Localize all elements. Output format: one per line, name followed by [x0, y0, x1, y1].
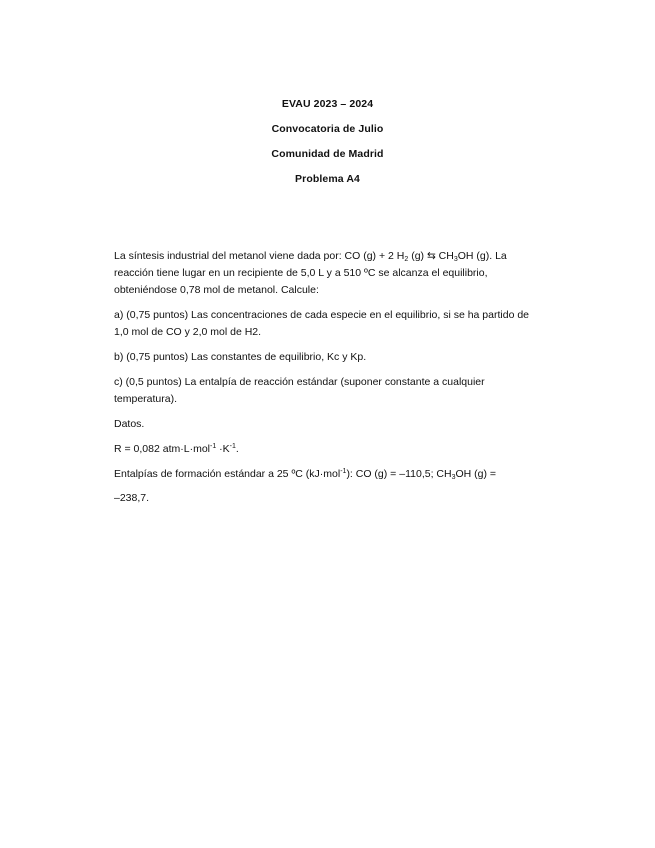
exam-session: Convocatoria de Julio: [271, 123, 384, 135]
gas-constant-text: ·K: [216, 443, 230, 455]
statement-text: (g) ⇆ CH: [408, 250, 454, 262]
enthalpy-text: OH (g) =: [455, 468, 497, 480]
question-b: b) (0,75 puntos) Las constantes de equilibrio, Kc y Kp.: [114, 351, 367, 363]
exam-title: EVAU 2023 – 2024: [281, 98, 374, 110]
gas-constant-text: .: [235, 443, 239, 455]
enthalpy-text: Entalpías de formación estándar a 25 ºC (kJ·mol: [114, 468, 341, 480]
data-title: Datos.: [114, 418, 145, 430]
problem-statement: [114, 248, 544, 299]
enthalpy-text: ): CO (g) = –110,5; CH: [346, 468, 452, 480]
gas-constant-text: R = 0,082 atm·L·mol: [114, 443, 210, 455]
methanol-enthalpy-value: –238,7.: [114, 492, 150, 504]
question-c: c) (0,5 puntos) La entalpía de reacción estándar (suponer constante a cualquier temperatura).: [114, 376, 485, 405]
superscript: -1: [229, 443, 236, 450]
exam-header: [0, 98, 655, 198]
subscript: 3: [453, 256, 458, 263]
statement-text: La síntesis industrial del metanol viene dada por: CO (g) + 2 H: [114, 250, 405, 262]
problem-body: [114, 248, 544, 515]
problem-label: Problema A4: [295, 173, 360, 185]
statement-text: OH (g). La reacción tiene lugar en un recipiente de 5,0 L y a 510 ºC se alcanza el equilibrio, obteniéndose 0,78 mol de metanol. Calcule:: [114, 250, 507, 296]
question-a: a) (0,75 puntos) Las concentraciones de cada especie en el equilibrio, si se ha partido de 1,0 mol de CO y 2,0 mol de H2.: [114, 309, 530, 338]
superscript: -1: [340, 468, 347, 475]
exam-region: Comunidad de Madrid: [271, 148, 384, 160]
formation-enthalpies: [114, 466, 544, 483]
gas-constant: [114, 441, 544, 458]
subscript: 3: [451, 474, 456, 481]
superscript: -1: [210, 443, 217, 450]
subscript: 2: [404, 256, 409, 263]
